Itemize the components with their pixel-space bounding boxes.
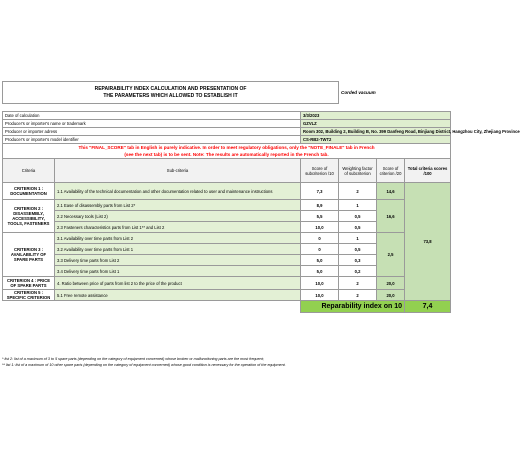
criterion-score: 14,6 [377, 183, 405, 200]
criterion-score: 16,6 [377, 200, 405, 233]
criterion-score: 2,5 [377, 233, 405, 277]
info-value: 3/3/2023 [301, 112, 451, 120]
subcriterion: 4. Ratio between price of parts from list 2 to the price of the product [55, 277, 301, 290]
header-criterion-score: Score of criterion /20 [377, 159, 405, 183]
criterion-name: CRITERION 2 : DISASSEMBLY, ACCESSIBILITY, TOOLS, FASTENERS [3, 200, 55, 233]
info-label: Date of calculation [3, 112, 301, 120]
weighting-factor: 0,2 [339, 266, 377, 277]
subcriterion-score: 0 [301, 244, 339, 255]
notice-line-2: (see the next tab) is to be sent. Note: The results are automatically reported in the French tab. [124, 152, 329, 157]
info-row [3, 136, 451, 144]
info-label: Producer's or importer's name or trademark [3, 120, 301, 128]
index-spacer [3, 301, 301, 313]
subcriterion-score: 10,0 [301, 290, 339, 301]
footnote-list-1: ** list 1: list of a maximum of 10 other spare parts (depending on the category of equipment concerned) whose good condition is necessary for the operation of the equipment. [2, 363, 286, 367]
criterion-name: CRITERION 4 : PRICE OF SPARE PARTS [3, 277, 55, 290]
criterion-name: CRITERION 3 : AVAILABILITY OF SPARE PARTS [3, 233, 55, 277]
weighting-factor: 0,5 [339, 211, 377, 222]
weighting-factor: 2 [339, 290, 377, 301]
total-score: 73,8 [405, 183, 451, 301]
title-line-2: THE PARAMETERS WHICH ALLOWED TO ESTABLISH IT [103, 92, 238, 99]
index-value: 7,4 [405, 301, 451, 313]
criterion-score: 20,0 [377, 290, 405, 301]
table-row [3, 233, 451, 244]
table-row [3, 183, 451, 200]
criterion-score: 20,0 [377, 277, 405, 290]
info-row [3, 120, 451, 128]
info-label: Producer or importer adress [3, 128, 301, 136]
notice-text [3, 144, 451, 159]
spacer [3, 104, 451, 112]
product-type: Corded vacuum [341, 90, 376, 95]
info-value: Room 302, Building 2, Building B, No. 399 Danfeng Road, Binjiang District, Hangzhou City, Zhejiang Province [301, 128, 451, 136]
weighting-factor: 0,3 [339, 255, 377, 266]
weighting-factor: 1 [339, 200, 377, 211]
info-value: GZVLZ [301, 120, 451, 128]
subcriterion: 5.1 Free remote assistance [55, 290, 301, 301]
subcriterion-score: 7,3 [301, 183, 339, 200]
info-row [3, 128, 451, 136]
subcriterion-score: 0 [301, 233, 339, 244]
subcriterion: 2.2 Necessary tools (List 2) [55, 211, 301, 222]
header-score: Score of subcriterion /10 [301, 159, 339, 183]
index-label: Reparability index on 10 [301, 301, 405, 313]
notice-line-1: This "FINAL_SCORE" tab in English is purely indicative. In order to meet regulatory obligations, only the "NOTE_FINALE" tab in French [78, 145, 375, 150]
criterion-name: CRITERION 5 : SPECIFIC CRITERION [3, 290, 55, 301]
table-row [3, 277, 451, 290]
table-row [3, 290, 451, 301]
subcriterion-score: 10,0 [301, 277, 339, 290]
subcriterion: 3.3 Delivery time parts from List 2 [55, 255, 301, 266]
subcriterion-score: 8,9 [301, 200, 339, 211]
header-subcriteria: Sub-criteria [55, 159, 301, 183]
header-total: Total criteria scores /100 [405, 159, 451, 183]
repairability-table [2, 81, 520, 313]
info-label: Producer's or importer's model identifier [3, 136, 301, 144]
header-row [3, 159, 451, 183]
subcriterion: 3.4 Delivery time parts from List 1 [55, 266, 301, 277]
info-value: CS-RB2-TWT2 [301, 136, 451, 144]
subcriterion: 3.1 Availability over time parts from List 2 [55, 233, 301, 244]
weighting-factor: 2 [339, 183, 377, 200]
header-weighting: Weighting factor of subcriterion [339, 159, 377, 183]
header-criteria: Criteria [3, 159, 55, 183]
weighting-factor: 0,5 [339, 222, 377, 233]
weighting-factor: 1 [339, 233, 377, 244]
table-row [3, 200, 451, 211]
subcriterion-score: 5,0 [301, 266, 339, 277]
page-title [3, 82, 339, 104]
footnote-list-2: * list 2: list of a maximum of 3 to 5 spare parts (depending on the category of equipment concerned) whose broken or malfunctioning parts are the most frequent; [2, 357, 264, 361]
info-row [3, 112, 451, 120]
subcriterion-score: 5,0 [301, 255, 339, 266]
title-line-1: REPAIRABILITY INDEX CALCULATION AND PRESENTATION OF [94, 85, 247, 92]
criterion-name: CRITERION 1 : DOCUMENTATION [3, 183, 55, 200]
subcriterion: 2.1 Ease of disassembly parts from List 2* [55, 200, 301, 211]
index-row [3, 301, 451, 313]
subcriterion-score: 10,0 [301, 222, 339, 233]
subcriterion: 3.2 Availability over time parts from List 1 [55, 244, 301, 255]
subcriterion-score: 5,5 [301, 211, 339, 222]
subcriterion: 1.1 Availability of the technical documentation and other documentation related to user and maintenance instructions [55, 183, 301, 200]
weighting-factor: 2 [339, 277, 377, 290]
weighting-factor: 0,5 [339, 244, 377, 255]
subcriterion: 2.3 Fasteners characteristics parts from List 1** and List 2 [55, 222, 301, 233]
repairability-sheet [0, 81, 520, 313]
